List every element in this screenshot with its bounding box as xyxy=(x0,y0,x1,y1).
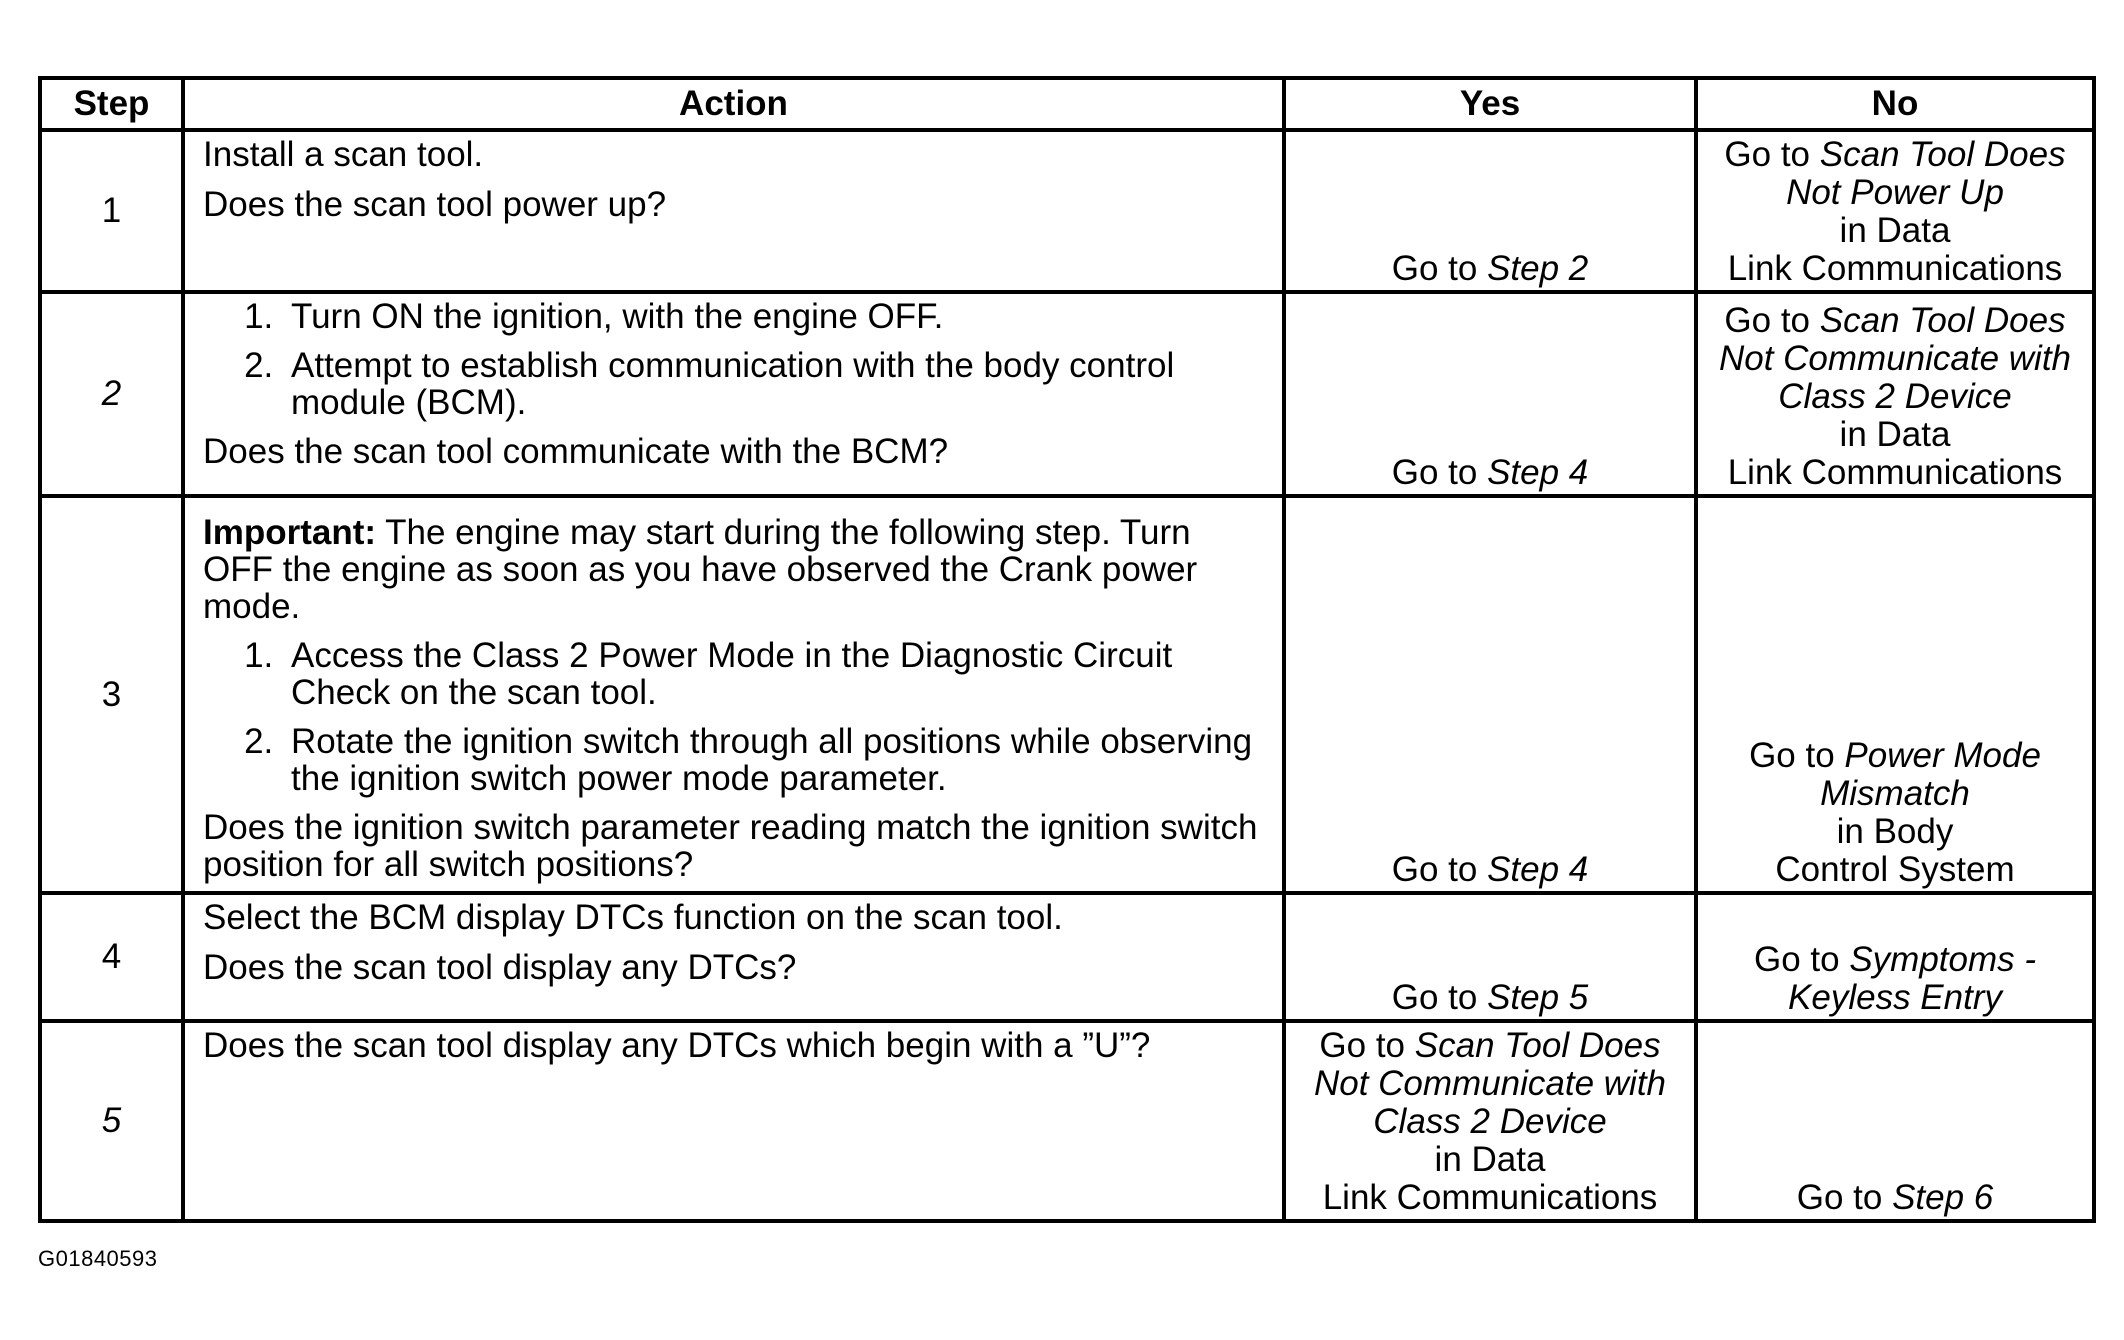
action-question: Does the scan tool communicate with the BCM? xyxy=(203,432,949,471)
yes-prefix: Go to xyxy=(1391,249,1478,288)
action-step: 1. Access the Class 2 Power Mode in the Diagnostic Circuit Check on the scan tool. xyxy=(283,637,1264,711)
action-step: 2. Rotate the ignition switch through all positions while observing the ignition switch power mode parameter. xyxy=(283,723,1264,797)
step-number: 5 xyxy=(40,1021,183,1221)
no-prefix: Go to xyxy=(1796,1178,1883,1217)
yes-cell xyxy=(1284,893,1696,1021)
no-section: Link Communications xyxy=(1727,453,2063,492)
action-cell xyxy=(183,1021,1284,1221)
action-step: 1. Turn ON the ignition, with the engine OFF. xyxy=(283,298,1264,335)
action-text: Install a scan tool. xyxy=(203,135,484,174)
action-cell xyxy=(183,893,1284,1021)
no-prefix: Go to xyxy=(1724,301,1811,340)
no-link[interactable]: Keyless Entry xyxy=(1788,978,2002,1017)
yes-prefix: Go to xyxy=(1391,453,1478,492)
no-in: in Data xyxy=(1839,415,1951,454)
yes-link[interactable]: Step 4 xyxy=(1487,453,1589,492)
table-row xyxy=(40,130,2094,292)
no-link[interactable]: Not Communicate with xyxy=(1718,339,2072,378)
header-row xyxy=(40,78,2094,130)
no-link[interactable]: Class 2 Device xyxy=(1778,377,2012,416)
action-steps xyxy=(203,637,1264,797)
no-prefix: Go to xyxy=(1753,940,1840,979)
no-cell xyxy=(1696,893,2094,1021)
no-prefix: Go to xyxy=(1724,135,1811,174)
yes-prefix: Go to xyxy=(1391,850,1478,889)
header-action: Action xyxy=(183,78,1284,130)
important-note xyxy=(203,514,1264,625)
header-no: No xyxy=(1696,78,2094,130)
important-label: Important: xyxy=(203,513,377,552)
no-link[interactable]: Mismatch xyxy=(1820,774,1970,813)
yes-cell xyxy=(1284,292,1696,496)
table-row xyxy=(40,893,2094,1021)
yes-link[interactable]: Step 5 xyxy=(1487,978,1589,1017)
table-row xyxy=(40,1021,2094,1221)
no-link[interactable]: Scan Tool Does xyxy=(1819,135,2066,174)
table-row xyxy=(40,292,2094,496)
action-step: 2. Attempt to establish communication with the body control module (BCM). xyxy=(283,347,1264,421)
no-link[interactable]: Power Mode xyxy=(1844,736,2041,775)
no-in: in Body xyxy=(1836,812,1954,851)
action-question: Does the scan tool display any DTCs? xyxy=(203,948,797,987)
no-link[interactable]: Scan Tool Does xyxy=(1819,301,2066,340)
diagnostic-table xyxy=(38,76,2096,1223)
action-cell xyxy=(183,292,1284,496)
no-link[interactable]: Not Power Up xyxy=(1786,173,2004,212)
yes-section: Link Communications xyxy=(1322,1178,1658,1217)
yes-cell xyxy=(1284,1021,1696,1221)
header-step: Step xyxy=(40,78,183,130)
no-cell xyxy=(1696,496,2094,893)
step-number: 2 xyxy=(40,292,183,496)
header-yes: Yes xyxy=(1284,78,1696,130)
yes-cell xyxy=(1284,130,1696,292)
no-section: Link Communications xyxy=(1727,249,2063,288)
step-number: 1 xyxy=(40,130,183,292)
yes-link[interactable]: Class 2 Device xyxy=(1373,1102,1607,1141)
action-question: Does the scan tool display any DTCs which begin with a ”U”? xyxy=(203,1026,1151,1065)
table-row xyxy=(40,496,2094,893)
action-cell xyxy=(183,130,1284,292)
action-cell xyxy=(183,496,1284,893)
yes-cell xyxy=(1284,496,1696,893)
yes-link[interactable]: Scan Tool Does xyxy=(1414,1026,1661,1065)
action-steps xyxy=(203,298,1264,421)
important-text: The engine may start during the following step. Turn OFF the engine as soon as you have observed the Crank power mode. xyxy=(203,513,1198,626)
no-prefix: Go to xyxy=(1749,736,1835,775)
action-question: Does the ignition switch parameter reading match the ignition switch position for all switch positions? xyxy=(203,808,1258,884)
action-text: Select the BCM display DTCs function on the scan tool. xyxy=(203,898,1063,937)
yes-link[interactable]: Step 2 xyxy=(1487,249,1589,288)
no-section: Control System xyxy=(1775,850,2015,889)
figure-id: G01840593 xyxy=(38,1246,158,1271)
no-link[interactable]: Step 6 xyxy=(1892,1178,1994,1217)
no-in: in Data xyxy=(1839,211,1951,250)
yes-link[interactable]: Not Communicate with xyxy=(1313,1064,1667,1103)
yes-prefix: Go to xyxy=(1319,1026,1406,1065)
no-cell xyxy=(1696,130,2094,292)
step-number: 4 xyxy=(40,893,183,1021)
step-number: 3 xyxy=(40,496,183,893)
action-question: Does the scan tool power up? xyxy=(203,185,667,224)
no-cell xyxy=(1696,292,2094,496)
yes-prefix: Go to xyxy=(1391,978,1478,1017)
no-cell xyxy=(1696,1021,2094,1221)
yes-in: in Data xyxy=(1434,1140,1546,1179)
yes-link[interactable]: Step 4 xyxy=(1487,850,1589,889)
no-link[interactable]: Symptoms - xyxy=(1849,940,2037,979)
